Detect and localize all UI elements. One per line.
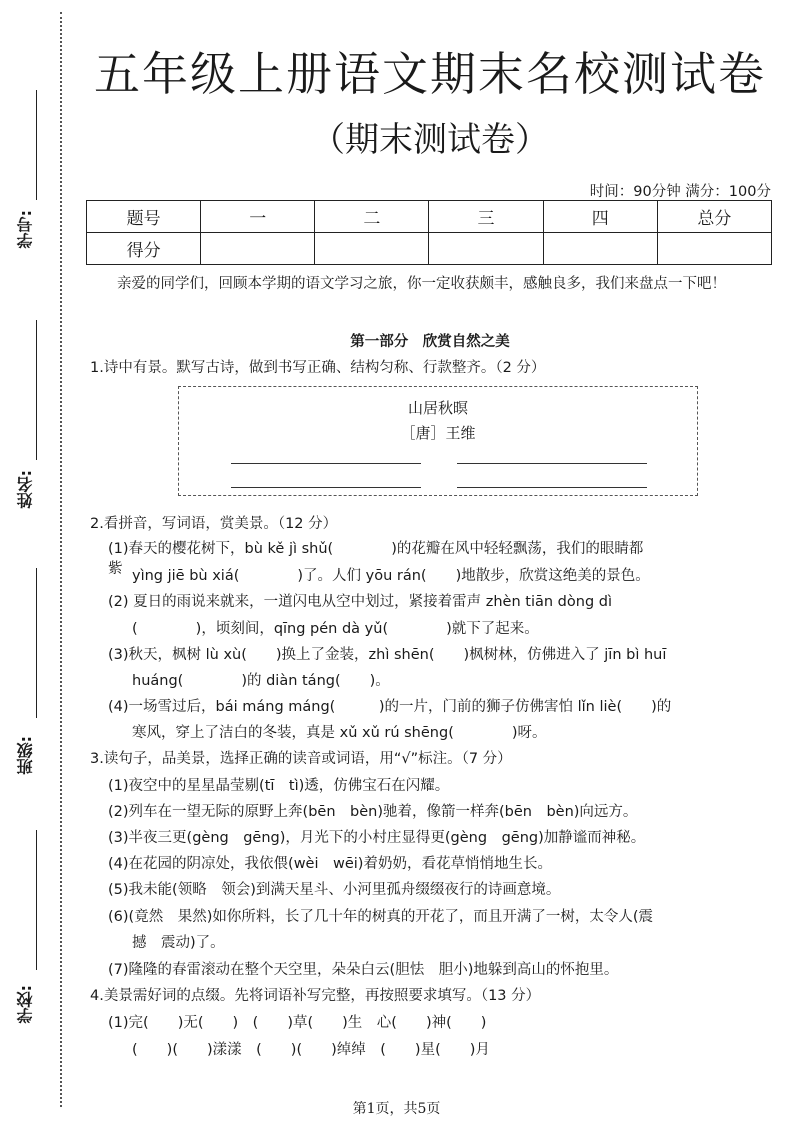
student-id-field: [8, 90, 68, 320]
score-table-cell: 二: [315, 201, 429, 233]
q3-line: (3)半夜三更(gèng gēng)，月光下的小村庄显得更(gèng gēng)加静谧而神秘。: [108, 830, 646, 846]
score-table-cell: 总分: [657, 201, 771, 233]
intro-paragraph: 亲爱的同学们，回顾本学期的语文学习之旅，你一定收获颇丰，感触良多，我们来盘点一下吧！: [117, 276, 726, 292]
class-label: 班级:: [16, 736, 35, 775]
poem-write-line[interactable]: [457, 487, 647, 488]
poem-author: ［唐］王维: [400, 424, 476, 442]
q3-line: (1)夜空中的星星晶莹剔(tī tì)透，仿佛宝石在闪耀。: [108, 778, 450, 794]
part1-title: 第一部分 欣赏自然之美: [350, 334, 510, 350]
poem-write-line[interactable]: [231, 487, 421, 488]
q3-prompt: 3.读句子，品美景，选择正确的读音或词语，用“√”标注。（7 分）: [90, 751, 512, 767]
q2-stray-char: 紫: [108, 561, 123, 577]
score-cell[interactable]: [543, 233, 657, 265]
name-line: [36, 320, 37, 460]
q4-prompt: 4.美景需好词的点缀。先将词语补写完整，再按照要求填写。（13 分）: [90, 988, 541, 1004]
score-cell[interactable]: [315, 233, 429, 265]
student-id-label: 学号:: [16, 210, 35, 249]
score-cell[interactable]: [429, 233, 543, 265]
time-info: 时间：90分钟 满分：100分: [589, 184, 771, 200]
q2-line: (3)秋天，枫树 lù xù( )换上了金装，zhì shēn( )枫树林，仿佛进入了 jīn bì huī: [108, 647, 667, 663]
score-table-header-row: [87, 201, 772, 233]
score-cell[interactable]: [201, 233, 315, 265]
q2-line: (2) 夏日的雨说来就来，一道闪电从空中划过，紧接着雷声 zhèn tiān dòng dì: [108, 594, 612, 610]
q2-line: (4)一场雪过后，bái máng máng( )的一片，门前的狮子仿佛害怕 lǐn liè( )的: [108, 699, 672, 715]
q3-line: (5)我未能(领略 领会)到满天星斗、小河里孤舟缀缀夜行的诗画意境。: [108, 882, 561, 898]
score-table-cell: 三: [429, 201, 543, 233]
q2-prompt: 2.看拼音，写词语，赏美景。（12 分）: [90, 516, 338, 532]
q3-line: (6)(竟然 果然)如你所料，长了几十年的树真的开花了，而且开满了一树，太令人(震: [108, 909, 654, 925]
school-field: [8, 830, 68, 1060]
q2-line: ( )，顷刻间，qīng pén dà yǔ( )就下了起来。: [132, 621, 539, 637]
class-line: [36, 568, 37, 718]
page-title: 五年级上册语文期末名校测试卷: [94, 47, 766, 101]
q3-line: (4)在花园的阴凉处，我依偎(wèi wēi)着奶奶，看花草悄悄地生长。: [108, 856, 552, 872]
class-field: [8, 568, 68, 798]
school-label: 学校:: [16, 985, 35, 1024]
score-table-cell: 一: [201, 201, 315, 233]
score-table: [86, 200, 772, 265]
name-field: [8, 320, 68, 550]
name-label: 姓名:: [16, 470, 35, 509]
q4-line: (1)完( )无( ) ( )草( )生 心( )神( ): [108, 1015, 487, 1031]
score-table-cell: 题号: [87, 201, 201, 233]
q1-prompt: 1.诗中有景。默写古诗，做到书写正确、结构匀称、行款整齐。（2 分）: [90, 360, 546, 376]
student-id-line: [36, 90, 37, 200]
q2-line: yìng jiē bù xiá( )了。人们 yōu rán( )地散步，欣赏这绝美的景色。: [132, 568, 650, 584]
q2-line: (1)春天的樱花树下，bù kě jì shǔ( )的花瓣在风中轻轻飘荡，我们的眼睛都: [108, 541, 644, 557]
q2-line: 寒风，穿上了洁白的冬装，真是 xǔ xǔ rú shēng( )呀。: [132, 725, 547, 741]
q3-line: (2)列车在一望无际的原野上奔(bēn bèn)驰着，像箭一样奔(bēn bèn)向远方。: [108, 804, 638, 820]
q3-line: 撼 震动)了。: [132, 935, 225, 951]
q3-line: (7)隆隆的春雷滚动在整个天空里，朵朵白云(胆怯 胆小)地躲到高山的怀抱里。: [108, 962, 619, 978]
school-line: [36, 830, 37, 970]
poem-write-line[interactable]: [457, 463, 647, 464]
q4-line: ( )( )漾漾 ( )( )绰绰 ( )星( )月: [132, 1042, 490, 1058]
page-subtitle: （期末测试卷）: [311, 120, 549, 160]
page-number: 第1页，共5页: [352, 1101, 441, 1117]
poem-title: 山居秋暝: [407, 399, 468, 417]
score-row-label: 得分: [87, 233, 201, 265]
poem-write-line[interactable]: [231, 463, 421, 464]
poem-box: [178, 386, 698, 496]
q2-line: huáng( )的 diàn táng( )。: [132, 673, 390, 689]
score-table-score-row: [87, 233, 772, 265]
score-cell[interactable]: [657, 233, 771, 265]
score-table-cell: 四: [543, 201, 657, 233]
